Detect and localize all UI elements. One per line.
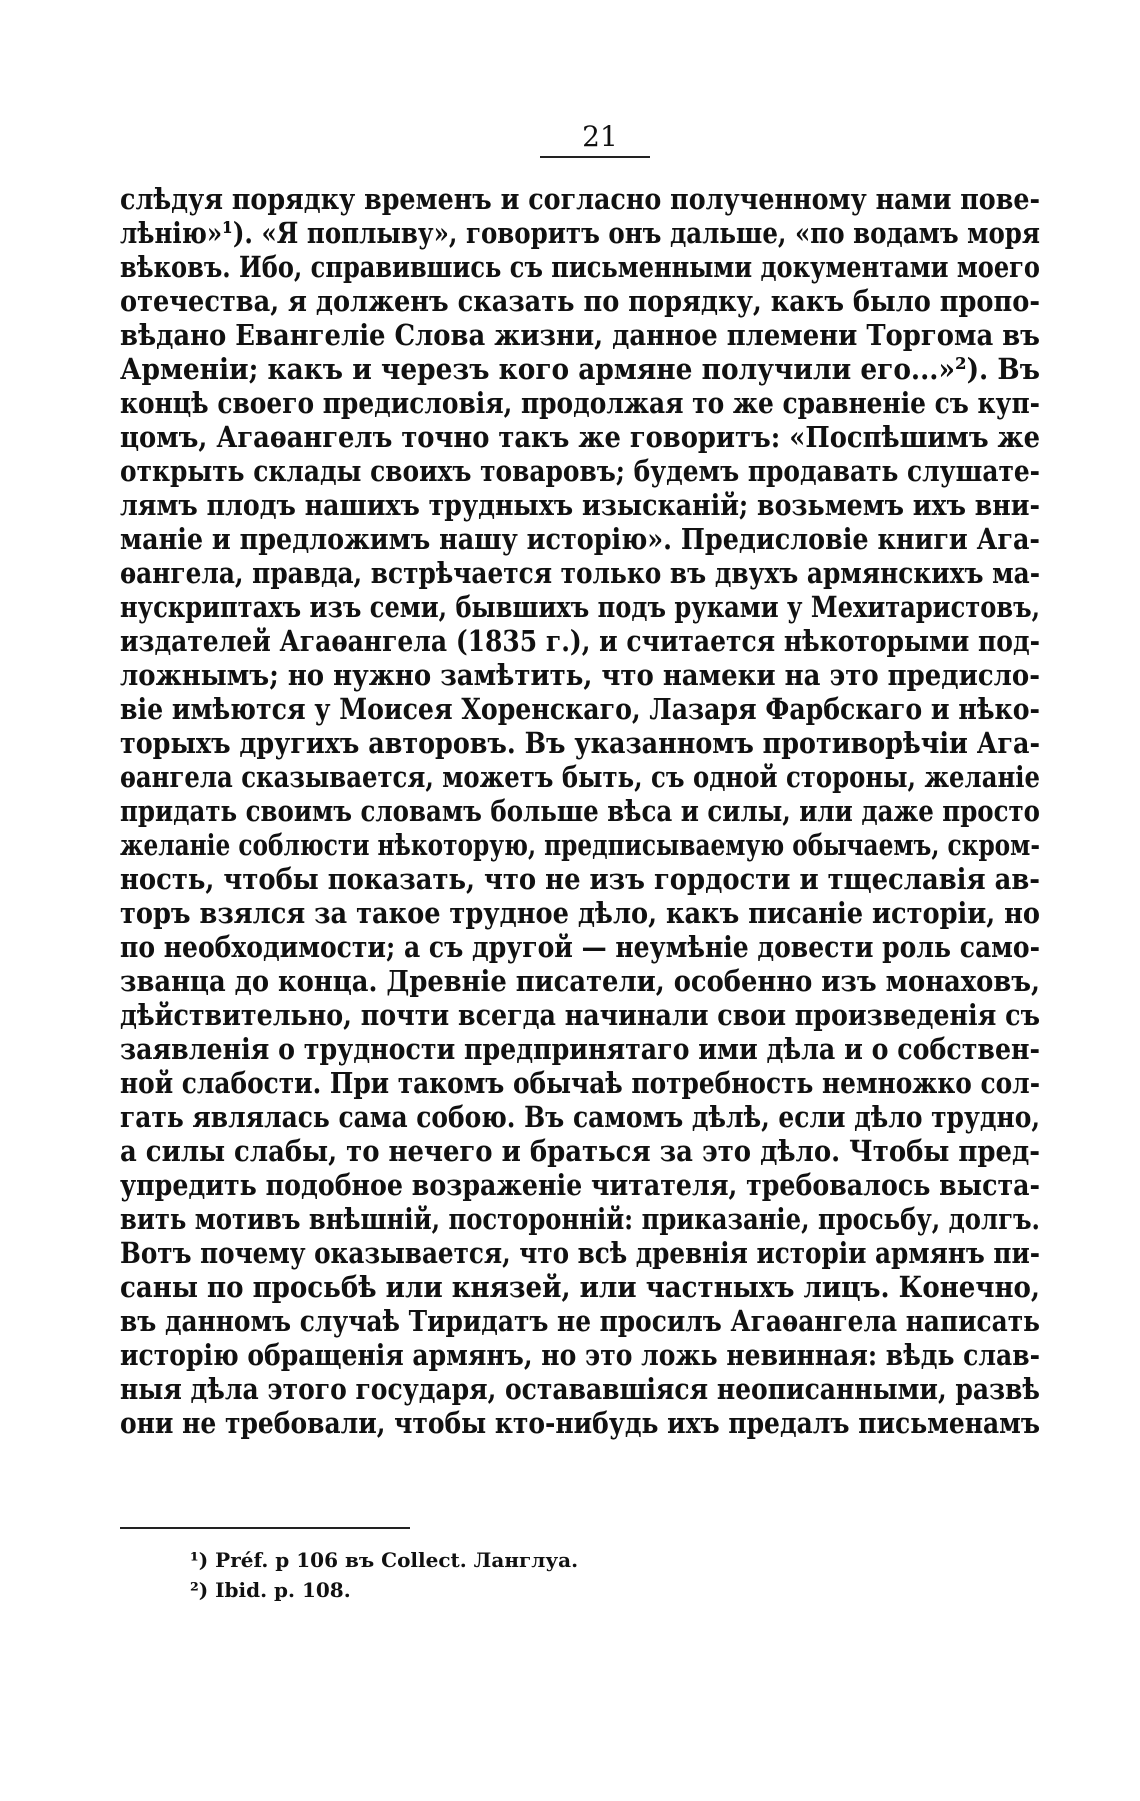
text-line: издателей Агаѳангела (1835 г.), и считается нѣкоторыми под-	[120, 624, 1040, 658]
text-line: нускриптахъ изъ семи, бывшихъ подъ руками у Мехитаристовъ,	[120, 590, 1040, 624]
text-line: открыть склады своихъ товаровъ; будемъ продавать слушате-	[120, 454, 1040, 488]
text-line: ѳангела, правда, встрѣчается только въ двухъ армянскихъ ма-	[120, 556, 1040, 590]
text-line: ложнымъ; но нужно замѣтить, что намеки на это предисло-	[120, 658, 1040, 692]
text-line: лямъ плодъ нашихъ трудныхъ изысканій; возьмемъ ихъ вни-	[120, 488, 1040, 522]
text-line: придать своимъ словамъ больше вѣса и силы, или даже просто	[120, 794, 1040, 828]
page-number: 21	[582, 120, 618, 153]
text-line: по необходимости; а съ другой — неумѣніе довести роль само-	[120, 930, 1040, 964]
text-line: слѣдуя порядку временъ и согласно полученному нами пове-	[120, 182, 1040, 216]
text-line: торыхъ другихъ авторовъ. Въ указанномъ противорѣчіи Ага-	[120, 726, 1040, 760]
text-line: въ данномъ случаѣ Тиридатъ не просилъ Агаѳангела написать	[120, 1304, 1040, 1338]
text-line: а силы слабы, то нечего и браться за это дѣло. Чтобы пред-	[120, 1134, 1040, 1168]
text-line: маніе и предложимъ нашу исторію». Предисловіе книги Ага-	[120, 522, 1040, 556]
page-number-rule	[540, 156, 650, 158]
text-line: Арменіи; какъ и черезъ кого армяне получили его...»²). Въ	[120, 352, 1040, 386]
text-line: ность, чтобы показать, что не изъ гордости и тщеславія ав-	[120, 862, 1040, 896]
text-line: они не требовали, чтобы кто-нибудь ихъ предалъ письменамъ	[120, 1406, 1040, 1440]
text-line: званца до конца. Древніе писатели, особенно изъ монаховъ,	[120, 964, 1040, 998]
text-line: саны по просьбѣ или князей, или частныхъ лицъ. Конечно,	[120, 1270, 1040, 1304]
text-line: гать являлась сама собою. Въ самомъ дѣлѣ, если дѣло трудно,	[120, 1100, 1040, 1134]
text-line: концѣ своего предисловія, продолжая то же сравненіе съ куп-	[120, 386, 1040, 420]
text-line: вить мотивъ внѣшній, посторонній: приказаніе, просьбу, долгъ.	[120, 1202, 1040, 1236]
text-line: упредить подобное возраженіе читателя, требовалось выста-	[120, 1168, 1040, 1202]
footnote: ²) Ibid. p. 108.	[190, 1578, 351, 1602]
footnote: ¹) Préf. p 106 въ Collect. Ланглуа.	[190, 1548, 579, 1572]
text-line: дѣйствительно, почти всегда начинали свои произведенія съ	[120, 998, 1040, 1032]
text-line: вѣдано Евангеліе Слова жизни, данное племени Торгома въ	[120, 318, 1040, 352]
text-line: віе имѣются у Моисея Хоренскаго, Лазаря Фарбскаго и нѣко-	[120, 692, 1040, 726]
text-line: ныя дѣла этого государя, остававшіяся неописанными, развѣ	[120, 1372, 1040, 1406]
text-line: торъ взялся за такое трудное дѣло, какъ писаніе исторіи, но	[120, 896, 1040, 930]
text-line: ной слабости. При такомъ обычаѣ потребность немножко сол-	[120, 1066, 1040, 1100]
text-line: вѣковъ. Ибо, справившись съ письменными документами моего	[120, 250, 1040, 284]
text-line: желаніе соблюсти нѣкоторую, предписываемую обычаемъ, скром-	[120, 828, 1040, 862]
text-line: отечества, я долженъ сказать по порядку, какъ было пропо-	[120, 284, 1040, 318]
text-line: исторію обращенія армянъ, но это ложь невинная: вѣдь слав-	[120, 1338, 1040, 1372]
text-line: Вотъ почему оказывается, что всѣ древнія исторіи армянъ пи-	[120, 1236, 1040, 1270]
text-line: цомъ, Агаѳангелъ точно такъ же говоритъ: «Поспѣшимъ же	[120, 420, 1040, 454]
text-line: ѳангела сказывается, можетъ быть, съ одной стороны, желаніе	[120, 760, 1040, 794]
text-line: заявленія о трудности предпринятаго ими дѣла и о собствен-	[120, 1032, 1040, 1066]
footnote-rule	[120, 1527, 410, 1529]
text-line: лѣнію»¹). «Я поплыву», говоритъ онъ дальше, «по водамъ моря	[120, 216, 1040, 250]
